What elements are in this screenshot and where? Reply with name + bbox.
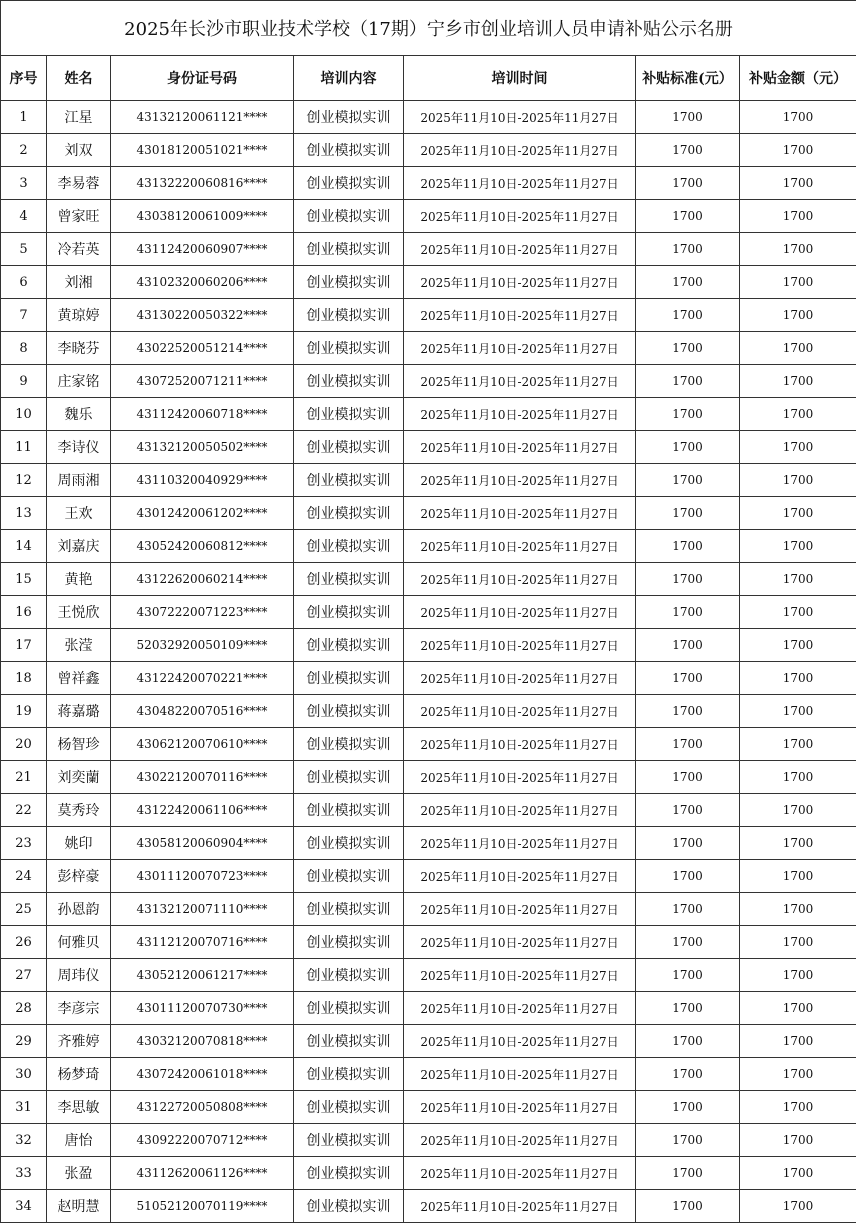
table-row <box>1 167 856 200</box>
cell-subsidy-amount: 1700 <box>740 629 856 662</box>
cell-training-time: 2025年11月10日-2025年11月27日 <box>404 893 636 926</box>
table-row <box>1 662 856 695</box>
column-header-training-content: 培训内容 <box>294 56 404 101</box>
cell-no: 4 <box>1 200 47 233</box>
cell-training-content: 创业模拟实训 <box>294 497 404 530</box>
cell-no: 5 <box>1 233 47 266</box>
cell-subsidy-standard: 1700 <box>636 233 740 266</box>
cell-training-content: 创业模拟实训 <box>294 992 404 1025</box>
cell-training-time: 2025年11月10日-2025年11月27日 <box>404 266 636 299</box>
cell-training-time: 2025年11月10日-2025年11月27日 <box>404 926 636 959</box>
cell-training-content: 创业模拟实训 <box>294 1025 404 1058</box>
table-row <box>1 1058 856 1091</box>
cell-subsidy-amount: 1700 <box>740 365 856 398</box>
column-header-name: 姓名 <box>47 56 111 101</box>
cell-id-number: 43132120050502**** <box>111 431 294 464</box>
cell-subsidy-amount: 1700 <box>740 398 856 431</box>
cell-id-number: 43072420061018**** <box>111 1058 294 1091</box>
cell-subsidy-standard: 1700 <box>636 926 740 959</box>
cell-subsidy-amount: 1700 <box>740 530 856 563</box>
cell-name: 齐雅婷 <box>47 1025 111 1058</box>
cell-subsidy-standard: 1700 <box>636 398 740 431</box>
cell-no: 22 <box>1 794 47 827</box>
table-row <box>1 794 856 827</box>
cell-name: 杨梦琦 <box>47 1058 111 1091</box>
cell-training-time: 2025年11月10日-2025年11月27日 <box>404 167 636 200</box>
cell-training-content: 创业模拟实训 <box>294 464 404 497</box>
cell-subsidy-standard: 1700 <box>636 563 740 596</box>
cell-no: 2 <box>1 134 47 167</box>
table-row <box>1 530 856 563</box>
table-row <box>1 761 856 794</box>
cell-no: 1 <box>1 101 47 134</box>
cell-subsidy-amount: 1700 <box>740 695 856 728</box>
cell-subsidy-amount: 1700 <box>740 266 856 299</box>
cell-no: 7 <box>1 299 47 332</box>
cell-subsidy-standard: 1700 <box>636 992 740 1025</box>
cell-name: 黄艳 <box>47 563 111 596</box>
cell-training-content: 创业模拟实训 <box>294 1157 404 1190</box>
cell-subsidy-standard: 1700 <box>636 827 740 860</box>
cell-training-time: 2025年11月10日-2025年11月27日 <box>404 1058 636 1091</box>
table-row <box>1 431 856 464</box>
cell-training-content: 创业模拟实训 <box>294 662 404 695</box>
cell-training-content: 创业模拟实训 <box>294 299 404 332</box>
table-row <box>1 695 856 728</box>
cell-name: 唐怡 <box>47 1124 111 1157</box>
cell-subsidy-standard: 1700 <box>636 1058 740 1091</box>
cell-subsidy-standard: 1700 <box>636 1190 740 1223</box>
cell-subsidy-amount: 1700 <box>740 860 856 893</box>
cell-name: 姚印 <box>47 827 111 860</box>
cell-subsidy-amount: 1700 <box>740 299 856 332</box>
cell-training-time: 2025年11月10日-2025年11月27日 <box>404 827 636 860</box>
cell-training-content: 创业模拟实训 <box>294 926 404 959</box>
cell-training-time: 2025年11月10日-2025年11月27日 <box>404 728 636 761</box>
cell-training-time: 2025年11月10日-2025年11月27日 <box>404 1091 636 1124</box>
cell-subsidy-standard: 1700 <box>636 596 740 629</box>
cell-training-time: 2025年11月10日-2025年11月27日 <box>404 695 636 728</box>
cell-training-content: 创业模拟实训 <box>294 827 404 860</box>
cell-subsidy-amount: 1700 <box>740 1058 856 1091</box>
cell-subsidy-standard: 1700 <box>636 893 740 926</box>
table-row <box>1 827 856 860</box>
cell-subsidy-amount: 1700 <box>740 134 856 167</box>
cell-name: 魏乐 <box>47 398 111 431</box>
cell-id-number: 43058120060904**** <box>111 827 294 860</box>
cell-no: 10 <box>1 398 47 431</box>
cell-subsidy-standard: 1700 <box>636 266 740 299</box>
cell-no: 26 <box>1 926 47 959</box>
cell-id-number: 43112420060907**** <box>111 233 294 266</box>
cell-name: 周玮仪 <box>47 959 111 992</box>
table-row <box>1 860 856 893</box>
cell-id-number: 43112120070716**** <box>111 926 294 959</box>
cell-name: 曾祥鑫 <box>47 662 111 695</box>
cell-subsidy-amount: 1700 <box>740 1157 856 1190</box>
table-row <box>1 1157 856 1190</box>
cell-id-number: 43122420070221**** <box>111 662 294 695</box>
table-row <box>1 1190 856 1223</box>
cell-no: 28 <box>1 992 47 1025</box>
cell-training-content: 创业模拟实训 <box>294 860 404 893</box>
cell-name: 彭梓豪 <box>47 860 111 893</box>
cell-name: 杨智珍 <box>47 728 111 761</box>
cell-subsidy-amount: 1700 <box>740 1025 856 1058</box>
cell-no: 13 <box>1 497 47 530</box>
cell-no: 19 <box>1 695 47 728</box>
cell-training-time: 2025年11月10日-2025年11月27日 <box>404 1025 636 1058</box>
cell-id-number: 43132120071110**** <box>111 893 294 926</box>
cell-subsidy-standard: 1700 <box>636 464 740 497</box>
cell-no: 15 <box>1 563 47 596</box>
table-row <box>1 1124 856 1157</box>
cell-no: 29 <box>1 1025 47 1058</box>
cell-training-content: 创业模拟实训 <box>294 959 404 992</box>
cell-training-content: 创业模拟实训 <box>294 431 404 464</box>
cell-subsidy-standard: 1700 <box>636 1025 740 1058</box>
cell-name: 张盈 <box>47 1157 111 1190</box>
cell-subsidy-amount: 1700 <box>740 1124 856 1157</box>
table-row <box>1 728 856 761</box>
cell-id-number: 43112420060718**** <box>111 398 294 431</box>
cell-name: 蒋嘉璐 <box>47 695 111 728</box>
cell-subsidy-amount: 1700 <box>740 926 856 959</box>
cell-id-number: 43122620060214**** <box>111 563 294 596</box>
cell-no: 33 <box>1 1157 47 1190</box>
cell-id-number: 43048220070516**** <box>111 695 294 728</box>
cell-training-time: 2025年11月10日-2025年11月27日 <box>404 662 636 695</box>
cell-id-number: 43038120061009**** <box>111 200 294 233</box>
cell-subsidy-amount: 1700 <box>740 893 856 926</box>
cell-training-time: 2025年11月10日-2025年11月27日 <box>404 992 636 1025</box>
cell-subsidy-standard: 1700 <box>636 761 740 794</box>
column-header-no: 序号 <box>1 56 47 101</box>
cell-training-time: 2025年11月10日-2025年11月27日 <box>404 1190 636 1223</box>
cell-training-time: 2025年11月10日-2025年11月27日 <box>404 530 636 563</box>
cell-training-content: 创业模拟实训 <box>294 1190 404 1223</box>
cell-training-time: 2025年11月10日-2025年11月27日 <box>404 959 636 992</box>
cell-name: 周雨湘 <box>47 464 111 497</box>
cell-name: 李彦宗 <box>47 992 111 1025</box>
cell-id-number: 43022520051214**** <box>111 332 294 365</box>
cell-subsidy-amount: 1700 <box>740 959 856 992</box>
cell-id-number: 43011120070730**** <box>111 992 294 1025</box>
cell-subsidy-amount: 1700 <box>740 200 856 233</box>
cell-id-number: 43052420060812**** <box>111 530 294 563</box>
cell-subsidy-standard: 1700 <box>636 695 740 728</box>
cell-subsidy-amount: 1700 <box>740 827 856 860</box>
cell-subsidy-standard: 1700 <box>636 1157 740 1190</box>
cell-name: 李思敏 <box>47 1091 111 1124</box>
cell-training-time: 2025年11月10日-2025年11月27日 <box>404 365 636 398</box>
cell-subsidy-standard: 1700 <box>636 959 740 992</box>
cell-name: 曾家旺 <box>47 200 111 233</box>
cell-subsidy-amount: 1700 <box>740 464 856 497</box>
cell-no: 11 <box>1 431 47 464</box>
column-header-subsidy-amount: 补贴金额（元） <box>740 56 856 101</box>
cell-name: 李易蓉 <box>47 167 111 200</box>
table-row <box>1 992 856 1025</box>
column-header-subsidy-standard: 补贴标准(元） <box>636 56 740 101</box>
cell-training-time: 2025年11月10日-2025年11月27日 <box>404 497 636 530</box>
document-title: 2025年长沙市职业技术学校（17期）宁乡市创业培训人员申请补贴公示名册 <box>1 1 856 56</box>
cell-name: 刘双 <box>47 134 111 167</box>
cell-training-time: 2025年11月10日-2025年11月27日 <box>404 1124 636 1157</box>
cell-name: 黄琼婷 <box>47 299 111 332</box>
cell-training-content: 创业模拟实训 <box>294 794 404 827</box>
cell-training-content: 创业模拟实训 <box>294 398 404 431</box>
cell-name: 刘湘 <box>47 266 111 299</box>
cell-training-content: 创业模拟实训 <box>294 563 404 596</box>
cell-training-time: 2025年11月10日-2025年11月27日 <box>404 464 636 497</box>
cell-name: 刘嘉庆 <box>47 530 111 563</box>
cell-training-content: 创业模拟实训 <box>294 266 404 299</box>
cell-training-time: 2025年11月10日-2025年11月27日 <box>404 431 636 464</box>
cell-training-time: 2025年11月10日-2025年11月27日 <box>404 200 636 233</box>
cell-training-content: 创业模拟实训 <box>294 530 404 563</box>
cell-id-number: 43122720050808**** <box>111 1091 294 1124</box>
cell-training-content: 创业模拟实训 <box>294 233 404 266</box>
cell-subsidy-amount: 1700 <box>740 233 856 266</box>
table-row <box>1 1091 856 1124</box>
cell-subsidy-amount: 1700 <box>740 431 856 464</box>
cell-id-number: 43011120070723**** <box>111 860 294 893</box>
cell-training-content: 创业模拟实训 <box>294 1091 404 1124</box>
cell-subsidy-standard: 1700 <box>636 1091 740 1124</box>
cell-training-time: 2025年11月10日-2025年11月27日 <box>404 596 636 629</box>
cell-name: 李晓芬 <box>47 332 111 365</box>
title-row <box>1 1 856 56</box>
cell-id-number: 43062120070610**** <box>111 728 294 761</box>
cell-subsidy-standard: 1700 <box>636 134 740 167</box>
cell-subsidy-amount: 1700 <box>740 596 856 629</box>
cell-subsidy-amount: 1700 <box>740 101 856 134</box>
cell-training-time: 2025年11月10日-2025年11月27日 <box>404 794 636 827</box>
cell-no: 34 <box>1 1190 47 1223</box>
cell-training-time: 2025年11月10日-2025年11月27日 <box>404 761 636 794</box>
table-row <box>1 563 856 596</box>
cell-training-time: 2025年11月10日-2025年11月27日 <box>404 629 636 662</box>
cell-no: 3 <box>1 167 47 200</box>
cell-subsidy-standard: 1700 <box>636 662 740 695</box>
cell-training-content: 创业模拟实训 <box>294 101 404 134</box>
cell-name: 莫秀玲 <box>47 794 111 827</box>
table-row <box>1 464 856 497</box>
cell-training-content: 创业模拟实训 <box>294 365 404 398</box>
cell-subsidy-standard: 1700 <box>636 1124 740 1157</box>
cell-training-time: 2025年11月10日-2025年11月27日 <box>404 299 636 332</box>
cell-training-time: 2025年11月10日-2025年11月27日 <box>404 233 636 266</box>
cell-training-content: 创业模拟实训 <box>294 200 404 233</box>
table-row <box>1 596 856 629</box>
cell-subsidy-standard: 1700 <box>636 860 740 893</box>
table-row <box>1 332 856 365</box>
cell-training-content: 创业模拟实训 <box>294 728 404 761</box>
cell-training-content: 创业模拟实训 <box>294 761 404 794</box>
cell-id-number: 43122420061106**** <box>111 794 294 827</box>
cell-no: 14 <box>1 530 47 563</box>
cell-no: 9 <box>1 365 47 398</box>
cell-name: 王悦欣 <box>47 596 111 629</box>
cell-no: 17 <box>1 629 47 662</box>
column-header-training-time: 培训时间 <box>404 56 636 101</box>
cell-subsidy-amount: 1700 <box>740 497 856 530</box>
cell-training-content: 创业模拟实训 <box>294 629 404 662</box>
cell-subsidy-standard: 1700 <box>636 101 740 134</box>
cell-no: 25 <box>1 893 47 926</box>
cell-name: 刘奕蘭 <box>47 761 111 794</box>
cell-subsidy-amount: 1700 <box>740 563 856 596</box>
cell-name: 李诗仪 <box>47 431 111 464</box>
cell-id-number: 43072220071223**** <box>111 596 294 629</box>
cell-id-number: 52032920050109**** <box>111 629 294 662</box>
cell-subsidy-standard: 1700 <box>636 629 740 662</box>
cell-name: 孙恩韵 <box>47 893 111 926</box>
cell-name: 赵明慧 <box>47 1190 111 1223</box>
cell-id-number: 43092220070712**** <box>111 1124 294 1157</box>
cell-subsidy-amount: 1700 <box>740 728 856 761</box>
cell-training-content: 创业模拟实训 <box>294 1124 404 1157</box>
table-row <box>1 134 856 167</box>
cell-no: 16 <box>1 596 47 629</box>
cell-id-number: 43112620061126**** <box>111 1157 294 1190</box>
cell-training-content: 创业模拟实训 <box>294 596 404 629</box>
cell-name: 何雅贝 <box>47 926 111 959</box>
cell-id-number: 51052120070119**** <box>111 1190 294 1223</box>
cell-name: 冷若英 <box>47 233 111 266</box>
cell-id-number: 43110320040929**** <box>111 464 294 497</box>
cell-subsidy-amount: 1700 <box>740 1091 856 1124</box>
table-row <box>1 365 856 398</box>
cell-training-content: 创业模拟实训 <box>294 332 404 365</box>
cell-subsidy-standard: 1700 <box>636 200 740 233</box>
column-header-id-number: 身份证号码 <box>111 56 294 101</box>
table-row <box>1 101 856 134</box>
cell-subsidy-standard: 1700 <box>636 728 740 761</box>
cell-id-number: 43052120061217**** <box>111 959 294 992</box>
cell-subsidy-standard: 1700 <box>636 365 740 398</box>
cell-no: 31 <box>1 1091 47 1124</box>
table-row <box>1 1025 856 1058</box>
table-row <box>1 200 856 233</box>
cell-subsidy-standard: 1700 <box>636 299 740 332</box>
roster-body <box>1 101 856 1223</box>
cell-subsidy-standard: 1700 <box>636 794 740 827</box>
cell-training-time: 2025年11月10日-2025年11月27日 <box>404 101 636 134</box>
cell-training-time: 2025年11月10日-2025年11月27日 <box>404 563 636 596</box>
cell-id-number: 43022120070116**** <box>111 761 294 794</box>
cell-training-content: 创业模拟实训 <box>294 695 404 728</box>
table-row <box>1 233 856 266</box>
table-row <box>1 398 856 431</box>
cell-no: 18 <box>1 662 47 695</box>
cell-training-content: 创业模拟实训 <box>294 893 404 926</box>
table-row <box>1 299 856 332</box>
cell-no: 23 <box>1 827 47 860</box>
cell-training-time: 2025年11月10日-2025年11月27日 <box>404 1157 636 1190</box>
cell-id-number: 43072520071211**** <box>111 365 294 398</box>
cell-id-number: 43032120070818**** <box>111 1025 294 1058</box>
cell-id-number: 43012420061202**** <box>111 497 294 530</box>
table-row <box>1 497 856 530</box>
table-row <box>1 926 856 959</box>
header-row <box>1 56 856 101</box>
cell-no: 6 <box>1 266 47 299</box>
cell-subsidy-standard: 1700 <box>636 332 740 365</box>
cell-subsidy-amount: 1700 <box>740 794 856 827</box>
table-row <box>1 629 856 662</box>
cell-subsidy-amount: 1700 <box>740 167 856 200</box>
cell-id-number: 43132120061121**** <box>111 101 294 134</box>
cell-no: 20 <box>1 728 47 761</box>
cell-training-content: 创业模拟实训 <box>294 134 404 167</box>
table-row <box>1 893 856 926</box>
cell-no: 8 <box>1 332 47 365</box>
cell-subsidy-amount: 1700 <box>740 662 856 695</box>
cell-no: 32 <box>1 1124 47 1157</box>
cell-training-time: 2025年11月10日-2025年11月27日 <box>404 134 636 167</box>
cell-id-number: 43130220050322**** <box>111 299 294 332</box>
cell-id-number: 43102320060206**** <box>111 266 294 299</box>
cell-training-time: 2025年11月10日-2025年11月27日 <box>404 398 636 431</box>
cell-name: 庄家铭 <box>47 365 111 398</box>
cell-training-content: 创业模拟实训 <box>294 1058 404 1091</box>
cell-id-number: 43132220060816**** <box>111 167 294 200</box>
cell-name: 王欢 <box>47 497 111 530</box>
table-row <box>1 266 856 299</box>
table-row <box>1 959 856 992</box>
cell-subsidy-standard: 1700 <box>636 431 740 464</box>
cell-subsidy-amount: 1700 <box>740 1190 856 1223</box>
cell-subsidy-standard: 1700 <box>636 497 740 530</box>
cell-no: 24 <box>1 860 47 893</box>
cell-training-time: 2025年11月10日-2025年11月27日 <box>404 860 636 893</box>
cell-name: 张滢 <box>47 629 111 662</box>
cell-name: 江星 <box>47 101 111 134</box>
cell-no: 30 <box>1 1058 47 1091</box>
cell-subsidy-amount: 1700 <box>740 761 856 794</box>
cell-id-number: 43018120051021**** <box>111 134 294 167</box>
cell-no: 12 <box>1 464 47 497</box>
cell-training-content: 创业模拟实训 <box>294 167 404 200</box>
cell-no: 21 <box>1 761 47 794</box>
cell-no: 27 <box>1 959 47 992</box>
cell-subsidy-standard: 1700 <box>636 167 740 200</box>
cell-subsidy-amount: 1700 <box>740 332 856 365</box>
cell-subsidy-amount: 1700 <box>740 992 856 1025</box>
cell-subsidy-standard: 1700 <box>636 530 740 563</box>
cell-training-time: 2025年11月10日-2025年11月27日 <box>404 332 636 365</box>
